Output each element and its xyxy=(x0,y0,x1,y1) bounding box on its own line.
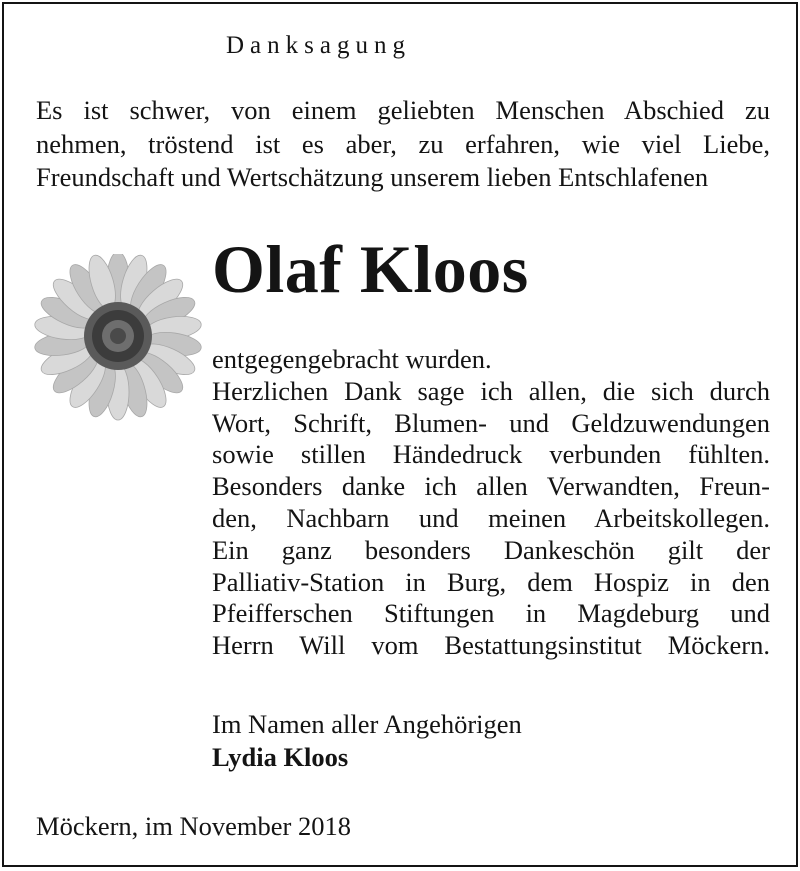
closing-block xyxy=(212,708,770,774)
deceased-name: Olaf Kloos xyxy=(212,231,529,307)
body-line: Herzlichen Dank sage ich allen, die sich durch xyxy=(212,375,770,406)
body-line: den, Nachbarn und meinen Arbeitskollegen. xyxy=(212,502,770,533)
intro-line: nehmen, tröstend ist es aber, zu erfahren, wie viel Liebe, xyxy=(36,128,770,159)
body-line: entgegengebracht wurden. xyxy=(212,344,492,374)
signer-name: Lydia Kloos xyxy=(212,742,349,772)
body-line: Pfeifferschen Stiftungen in Magdeburg und xyxy=(212,598,770,629)
body-paragraph xyxy=(212,344,770,662)
sunflower-icon xyxy=(26,254,206,424)
body-line: Besonders danke ich allen Verwandten, Freun- xyxy=(212,471,770,502)
intro-paragraph xyxy=(36,94,770,195)
body-line: sowie stillen Händedruck verbunden fühlten. xyxy=(212,439,770,470)
on-behalf-text: Im Namen aller Angehörigen xyxy=(212,709,522,739)
body-line: Wort, Schrift, Blumen- und Geldzuwendungen xyxy=(212,407,770,438)
body-line: Herrn Will vom Bestattungsinstitut Möckern. xyxy=(212,630,770,661)
intro-line: Freundschaft und Wertschätzung unserem lieben Entschlafenen xyxy=(36,162,709,192)
intro-line: Es ist schwer, von einem geliebten Menschen Abschied zu xyxy=(36,95,770,125)
notice-heading: Danksagung xyxy=(226,32,411,59)
place-date: Möckern, im November 2018 xyxy=(36,811,351,841)
body-line: Ein ganz besonders Dankeschön gilt der xyxy=(212,534,770,565)
obituary-notice xyxy=(2,2,798,867)
body-line: Palliativ-Station in Burg, dem Hospiz in den xyxy=(212,566,770,597)
